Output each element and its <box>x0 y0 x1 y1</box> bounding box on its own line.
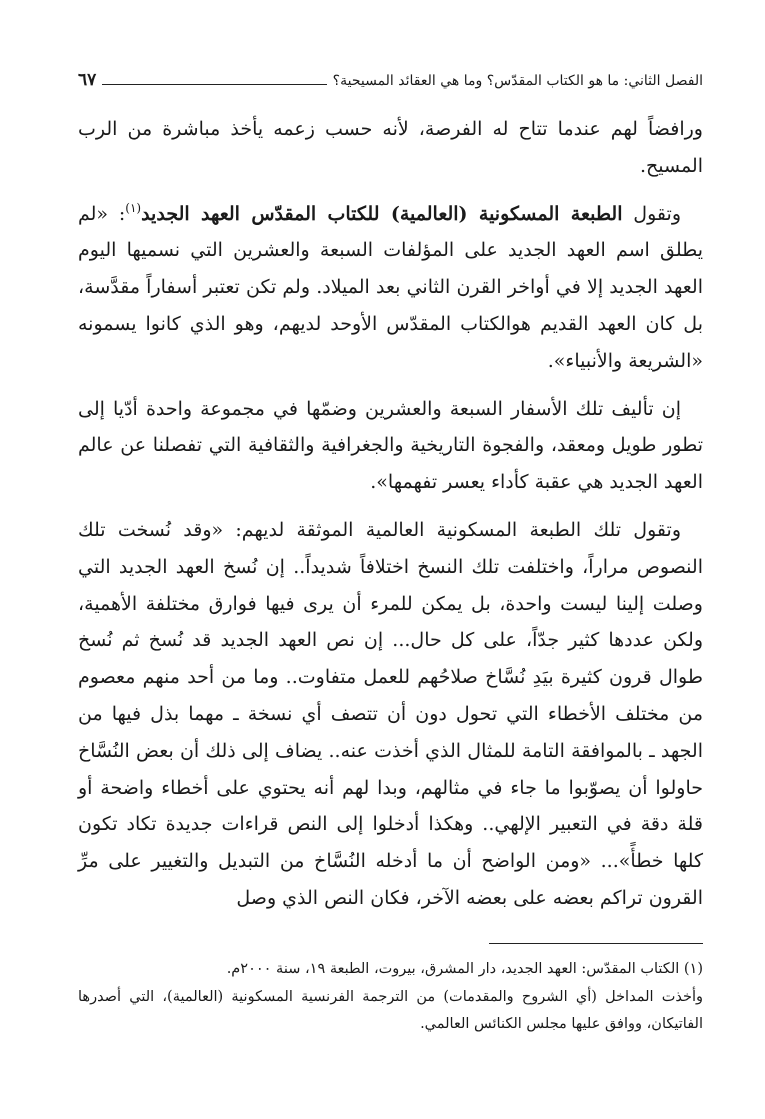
paragraph-2-lead: وتقول <box>633 202 681 225</box>
running-header <box>78 68 703 92</box>
footnote-1: (١) الكتاب المقدّس: العهد الجديد، دار المشرق، بيروت، الطبعة ١٩، سنة ٢٠٠٠م. <box>226 961 703 977</box>
paragraph-2 <box>78 196 703 380</box>
chapter-title: الفصل الثاني: ما هو الكتاب المقدّس؟ وما هي العقائد المسيحية؟ <box>332 73 703 89</box>
paragraph-4: وتقول تلك الطبعة المسكونية العالمية الموثقة لديهم: «وقد نُسخت تلك النصوص مراراً، واختلفت تلك النسخ اختلافاً شديداً.. إن نُسخ العهد الجديد التي وصلت إلينا ليست واحدة، بل يمكن للمرء أن يرى فيها فوارق مختلفة الأهمية، ولكن عددها كثير جدّاً، على كل حال... إن نص العهد الجديد قد نُسخ ثم نُسخ طوال قرون كثيرة بيَدِ نُسَّاخ صلاحُهم للعمل متفاوت.. وما من أحد منهم معصوم من مختلف الأخطاء التي تحول دون أن تتصف أي نسخة ـ مهما بذل فيها من الجهد ـ بالموافقة التامة للمثال الذي أخذت عنه.. يضاف إلى ذلك أن بعض النُسَّاخ حاولوا أن يصوّبوا ما جاء في مثالهم، وبدا لهم أنه يحتوي على أخطاء واضحة أو قلة دقة في التعبير الإلهي.. وهكذا أدخلوا إلى النص قراءات جديدة تكاد تكون كلها خطأً»... «ومن الواضح أن ما أدخله النُسَّاخ من التبديل والتغيير على مرِّ القرون تراكم بعضه على بعضه الآخر، فكان النص الذي وصل <box>78 518 703 909</box>
header-rule <box>102 84 326 85</box>
edition-title: الطبعة المسكونية (العالمية) للكتاب المقدّس العهد الجديد <box>141 202 623 225</box>
page-content <box>78 68 703 917</box>
body-text <box>78 111 703 917</box>
footnote-1-continuation: وأخذت المداخل (أي الشروح والمقدمات) من الترجمة الفرنسية المسكونية (العالمية)، التي أصدرها الفاتيكان، ووافق عليها مجلس الكنائس العالمي. <box>78 988 703 1032</box>
paragraph-2-rest: : «لم يطلق اسم العهد الجديد على المؤلفات السبعة والعشرين التي نسميها اليوم العهد الجديد إلا في أواخر القرن الثاني بعد الميلاد. ولم تكن تعتبر أسفاراً مقدَّسة، بل كان العهد القديم هوالكتاب المقدّس الأوحد لديهم، وهو الذي كانوا يسمونه «الشريعة والأنبياء». <box>78 202 703 372</box>
footnote-rule <box>489 943 703 944</box>
paragraph-1: ورافضاً لهم عندما تتاح له الفرصة، لأنه حسب زعمه يأخذ مباشرة من الرب المسيح. <box>78 118 703 177</box>
paragraph-3: إن تأليف تلك الأسفار السبعة والعشرين وضمّها في مجموعة واحدة أدّيا إلى تطور طويل ومعقد، والفجوة التاريخية والجغرافية والثقافية التي تفصلنا عن عالم العهد الجديد هي عقبة كأداء يعسر تفهمها». <box>78 397 703 494</box>
page-number: ٦٧ <box>78 70 97 90</box>
footnote-ref[interactable]: (١) <box>125 200 142 215</box>
footnotes <box>78 956 703 1039</box>
